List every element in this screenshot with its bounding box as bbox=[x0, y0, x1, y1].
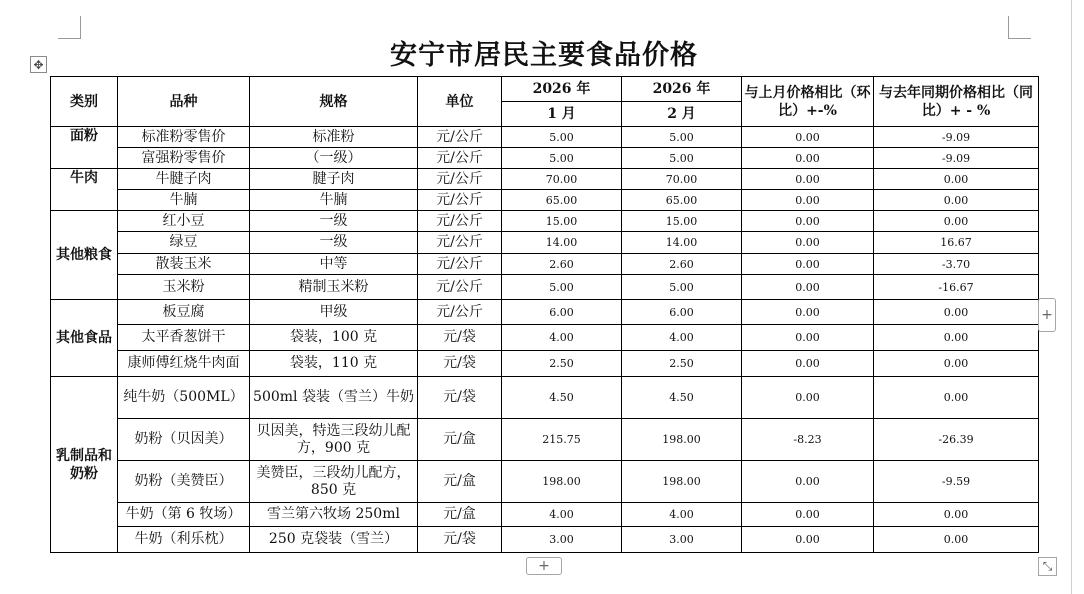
header-year-1: 2026 年 bbox=[502, 77, 622, 102]
table-row bbox=[51, 211, 1039, 232]
jan-price-cell: 4.00 bbox=[502, 325, 622, 351]
unit-cell: 元/袋 bbox=[418, 377, 502, 419]
mom-change-cell: 0.00 bbox=[742, 377, 874, 419]
category-cell: 乳制品和奶粉 bbox=[51, 377, 118, 553]
spec-cell: 一级 bbox=[250, 211, 418, 232]
mom-change-cell: -8.23 bbox=[742, 419, 874, 461]
jan-price-cell: 6.00 bbox=[502, 300, 622, 325]
spec-cell: 精制玉米粉 bbox=[250, 275, 418, 300]
jan-price-cell: 198.00 bbox=[502, 461, 622, 503]
unit-cell: 元/公斤 bbox=[418, 211, 502, 232]
feb-price-cell: 5.00 bbox=[622, 127, 742, 148]
header-mom: 与上月价格相比（环比）+-% bbox=[742, 77, 874, 127]
jan-price-cell: 4.00 bbox=[502, 503, 622, 527]
variety-cell: 奶粉（贝因美） bbox=[118, 419, 250, 461]
mom-change-cell: 0.00 bbox=[742, 148, 874, 169]
jan-price-cell: 5.00 bbox=[502, 127, 622, 148]
table-row bbox=[51, 232, 1039, 254]
spec-cell: 雪兰第六牧场 250ml bbox=[250, 503, 418, 527]
header-variety: 品种 bbox=[118, 77, 250, 127]
variety-cell: 太平香葱饼干 bbox=[118, 325, 250, 351]
jan-price-cell: 2.60 bbox=[502, 254, 622, 275]
jan-price-cell: 65.00 bbox=[502, 190, 622, 211]
jan-price-cell: 14.00 bbox=[502, 232, 622, 254]
unit-cell: 元/袋 bbox=[418, 527, 502, 553]
yoy-change-cell: 0.00 bbox=[874, 351, 1039, 377]
header-month-2: 2 月 bbox=[622, 102, 742, 127]
spec-cell: 袋装，100 克 bbox=[250, 325, 418, 351]
table-row bbox=[51, 527, 1039, 553]
feb-price-cell: 4.00 bbox=[622, 503, 742, 527]
variety-cell: 绿豆 bbox=[118, 232, 250, 254]
category-cell: 其他粮食 bbox=[51, 211, 118, 300]
table-row bbox=[51, 377, 1039, 419]
variety-cell: 牛腩 bbox=[118, 190, 250, 211]
yoy-change-cell: 0.00 bbox=[874, 325, 1039, 351]
page-title: 安宁市居民主要食品价格 bbox=[390, 40, 698, 71]
feb-price-cell: 3.00 bbox=[622, 527, 742, 553]
mom-change-cell: 0.00 bbox=[742, 169, 874, 190]
add-row-button[interactable] bbox=[526, 557, 562, 575]
jan-price-cell: 215.75 bbox=[502, 419, 622, 461]
mom-change-cell: 0.00 bbox=[742, 300, 874, 325]
feb-price-cell: 14.00 bbox=[622, 232, 742, 254]
unit-cell: 元/袋 bbox=[418, 325, 502, 351]
plus-icon: + bbox=[1041, 307, 1053, 323]
unit-cell: 元/公斤 bbox=[418, 169, 502, 190]
unit-cell: 元/盒 bbox=[418, 461, 502, 503]
variety-cell: 纯牛奶（500ML） bbox=[118, 377, 250, 419]
header-category: 类别 bbox=[51, 77, 118, 127]
table-move-handle[interactable] bbox=[30, 56, 47, 73]
variety-cell: 牛腱子肉 bbox=[118, 169, 250, 190]
variety-cell: 康师傅红烧牛肉面 bbox=[118, 351, 250, 377]
unit-cell: 元/盒 bbox=[418, 503, 502, 527]
feb-price-cell: 70.00 bbox=[622, 169, 742, 190]
yoy-change-cell: -9.09 bbox=[874, 148, 1039, 169]
category-cell: 牛肉 bbox=[51, 169, 118, 211]
mom-change-cell: 0.00 bbox=[742, 211, 874, 232]
header-year-2: 2026 年 bbox=[622, 77, 742, 102]
feb-price-cell: 6.00 bbox=[622, 300, 742, 325]
mom-change-cell: 0.00 bbox=[742, 325, 874, 351]
resize-icon: ⤡ bbox=[1042, 559, 1053, 573]
table-row bbox=[51, 351, 1039, 377]
mom-change-cell: 0.00 bbox=[742, 275, 874, 300]
variety-cell: 奶粉（美赞臣） bbox=[118, 461, 250, 503]
yoy-change-cell: -9.09 bbox=[874, 127, 1039, 148]
unit-cell: 元/盒 bbox=[418, 419, 502, 461]
table-row bbox=[51, 190, 1039, 211]
table-row bbox=[51, 148, 1039, 169]
jan-price-cell: 3.00 bbox=[502, 527, 622, 553]
table-row bbox=[51, 300, 1039, 325]
header-yoy: 与去年同期价格相比（同比）+ - % bbox=[874, 77, 1039, 127]
yoy-change-cell: 0.00 bbox=[874, 300, 1039, 325]
feb-price-cell: 4.00 bbox=[622, 325, 742, 351]
unit-cell: 元/公斤 bbox=[418, 300, 502, 325]
unit-cell: 元/公斤 bbox=[418, 275, 502, 300]
spec-cell: 250 克袋装（雪兰） bbox=[250, 527, 418, 553]
feb-price-cell: 198.00 bbox=[622, 461, 742, 503]
unit-cell: 元/公斤 bbox=[418, 127, 502, 148]
table-row bbox=[51, 169, 1039, 190]
variety-cell: 牛奶（第 6 牧场） bbox=[118, 503, 250, 527]
page-edge bbox=[1071, 0, 1072, 594]
table-row bbox=[51, 127, 1039, 148]
jan-price-cell: 15.00 bbox=[502, 211, 622, 232]
header-spec: 规格 bbox=[250, 77, 418, 127]
yoy-change-cell: -16.67 bbox=[874, 275, 1039, 300]
table-row bbox=[51, 419, 1039, 461]
unit-cell: 元/袋 bbox=[418, 351, 502, 377]
unit-cell: 元/公斤 bbox=[418, 148, 502, 169]
feb-price-cell: 5.00 bbox=[622, 148, 742, 169]
feb-price-cell: 198.00 bbox=[622, 419, 742, 461]
table-resize-handle[interactable] bbox=[1038, 557, 1057, 576]
variety-cell: 玉米粉 bbox=[118, 275, 250, 300]
table-row bbox=[51, 503, 1039, 527]
price-table bbox=[50, 76, 1039, 553]
jan-price-cell: 5.00 bbox=[502, 148, 622, 169]
feb-price-cell: 15.00 bbox=[622, 211, 742, 232]
yoy-change-cell: 0.00 bbox=[874, 211, 1039, 232]
yoy-change-cell: 0.00 bbox=[874, 527, 1039, 553]
header-unit: 单位 bbox=[418, 77, 502, 127]
mom-change-cell: 0.00 bbox=[742, 232, 874, 254]
move-icon: ✥ bbox=[33, 57, 44, 72]
variety-cell: 标准粉零售价 bbox=[118, 127, 250, 148]
crop-mark-top-right bbox=[1008, 16, 1031, 39]
spec-cell: 中等 bbox=[250, 254, 418, 275]
spec-cell: 美赞臣，三段幼儿配方，850 克 bbox=[250, 461, 418, 503]
table-row bbox=[51, 461, 1039, 503]
spec-cell: 贝因美，特选三段幼儿配方，900 克 bbox=[250, 419, 418, 461]
yoy-change-cell: 0.00 bbox=[874, 190, 1039, 211]
feb-price-cell: 5.00 bbox=[622, 275, 742, 300]
crop-mark-top-left bbox=[58, 16, 81, 39]
jan-price-cell: 5.00 bbox=[502, 275, 622, 300]
variety-cell: 散装玉米 bbox=[118, 254, 250, 275]
spec-cell: 袋装，110 克 bbox=[250, 351, 418, 377]
unit-cell: 元/公斤 bbox=[418, 254, 502, 275]
table-row bbox=[51, 275, 1039, 300]
variety-cell: 红小豆 bbox=[118, 211, 250, 232]
spec-cell: 500ml 袋装（雪兰）牛奶 bbox=[250, 377, 418, 419]
feb-price-cell: 65.00 bbox=[622, 190, 742, 211]
feb-price-cell: 2.50 bbox=[622, 351, 742, 377]
jan-price-cell: 70.00 bbox=[502, 169, 622, 190]
variety-cell: 富强粉零售价 bbox=[118, 148, 250, 169]
spec-cell: 甲级 bbox=[250, 300, 418, 325]
yoy-change-cell: 0.00 bbox=[874, 377, 1039, 419]
spec-cell: 腱子肉 bbox=[250, 169, 418, 190]
yoy-change-cell: 0.00 bbox=[874, 503, 1039, 527]
mom-change-cell: 0.00 bbox=[742, 527, 874, 553]
yoy-change-cell: 0.00 bbox=[874, 169, 1039, 190]
variety-cell: 牛奶（利乐枕） bbox=[118, 527, 250, 553]
yoy-change-cell: -9.59 bbox=[874, 461, 1039, 503]
mom-change-cell: 0.00 bbox=[742, 254, 874, 275]
unit-cell: 元/公斤 bbox=[418, 190, 502, 211]
spec-cell: 牛腩 bbox=[250, 190, 418, 211]
mom-change-cell: 0.00 bbox=[742, 127, 874, 148]
spec-cell: （一级） bbox=[250, 148, 418, 169]
yoy-change-cell: -3.70 bbox=[874, 254, 1039, 275]
variety-cell: 板豆腐 bbox=[118, 300, 250, 325]
add-column-button[interactable] bbox=[1038, 298, 1056, 332]
category-cell: 其他食品 bbox=[51, 300, 118, 377]
yoy-change-cell: 16.67 bbox=[874, 232, 1039, 254]
jan-price-cell: 4.50 bbox=[502, 377, 622, 419]
header-month-1: 1 月 bbox=[502, 102, 622, 127]
category-cell: 面粉 bbox=[51, 127, 118, 169]
unit-cell: 元/公斤 bbox=[418, 232, 502, 254]
mom-change-cell: 0.00 bbox=[742, 351, 874, 377]
yoy-change-cell: -26.39 bbox=[874, 419, 1039, 461]
feb-price-cell: 4.50 bbox=[622, 377, 742, 419]
mom-change-cell: 0.00 bbox=[742, 503, 874, 527]
table-row bbox=[51, 325, 1039, 351]
mom-change-cell: 0.00 bbox=[742, 190, 874, 211]
feb-price-cell: 2.60 bbox=[622, 254, 742, 275]
spec-cell: 标准粉 bbox=[250, 127, 418, 148]
jan-price-cell: 2.50 bbox=[502, 351, 622, 377]
mom-change-cell: 0.00 bbox=[742, 461, 874, 503]
spec-cell: 一级 bbox=[250, 232, 418, 254]
plus-icon: + bbox=[538, 558, 550, 574]
table-row bbox=[51, 254, 1039, 275]
